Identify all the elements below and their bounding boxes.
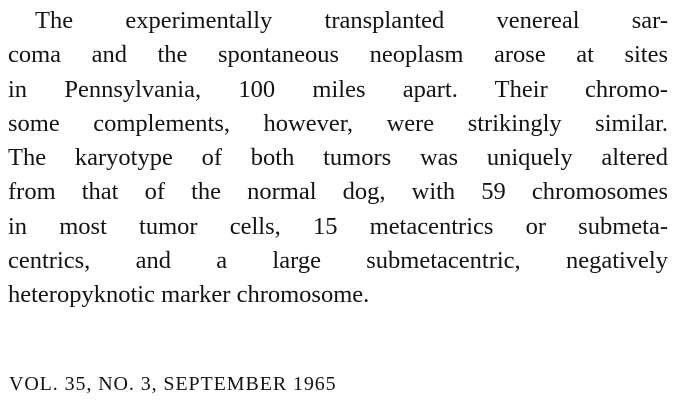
paragraph-line: The karyotype of both tumors was uniquely altered [8, 144, 668, 172]
body-paragraph [8, 4, 668, 313]
paragraph-line: heteropyknotic marker chromosome. [8, 281, 370, 309]
paragraph-line: The experimentally transplanted venereal sar- [35, 7, 668, 34]
paragraph-line: centrics, and a large submetacentric, negatively [8, 247, 668, 275]
journal-footer: VOL. 35, NO. 3, SEPTEMBER 1965 [9, 373, 337, 395]
paragraph-line: in most tumor cells, 15 metacentrics or submeta- [8, 212, 668, 240]
paragraph-line: some complements, however, were strikingly similar. [8, 109, 668, 137]
paragraph-line: from that of the normal dog, with 59 chromosomes [8, 178, 668, 206]
paragraph-line: coma and the spontaneous neoplasm arose at sites [8, 41, 668, 69]
paragraph-line: in Pennsylvania, 100 miles apart. Their chromo- [8, 75, 668, 103]
